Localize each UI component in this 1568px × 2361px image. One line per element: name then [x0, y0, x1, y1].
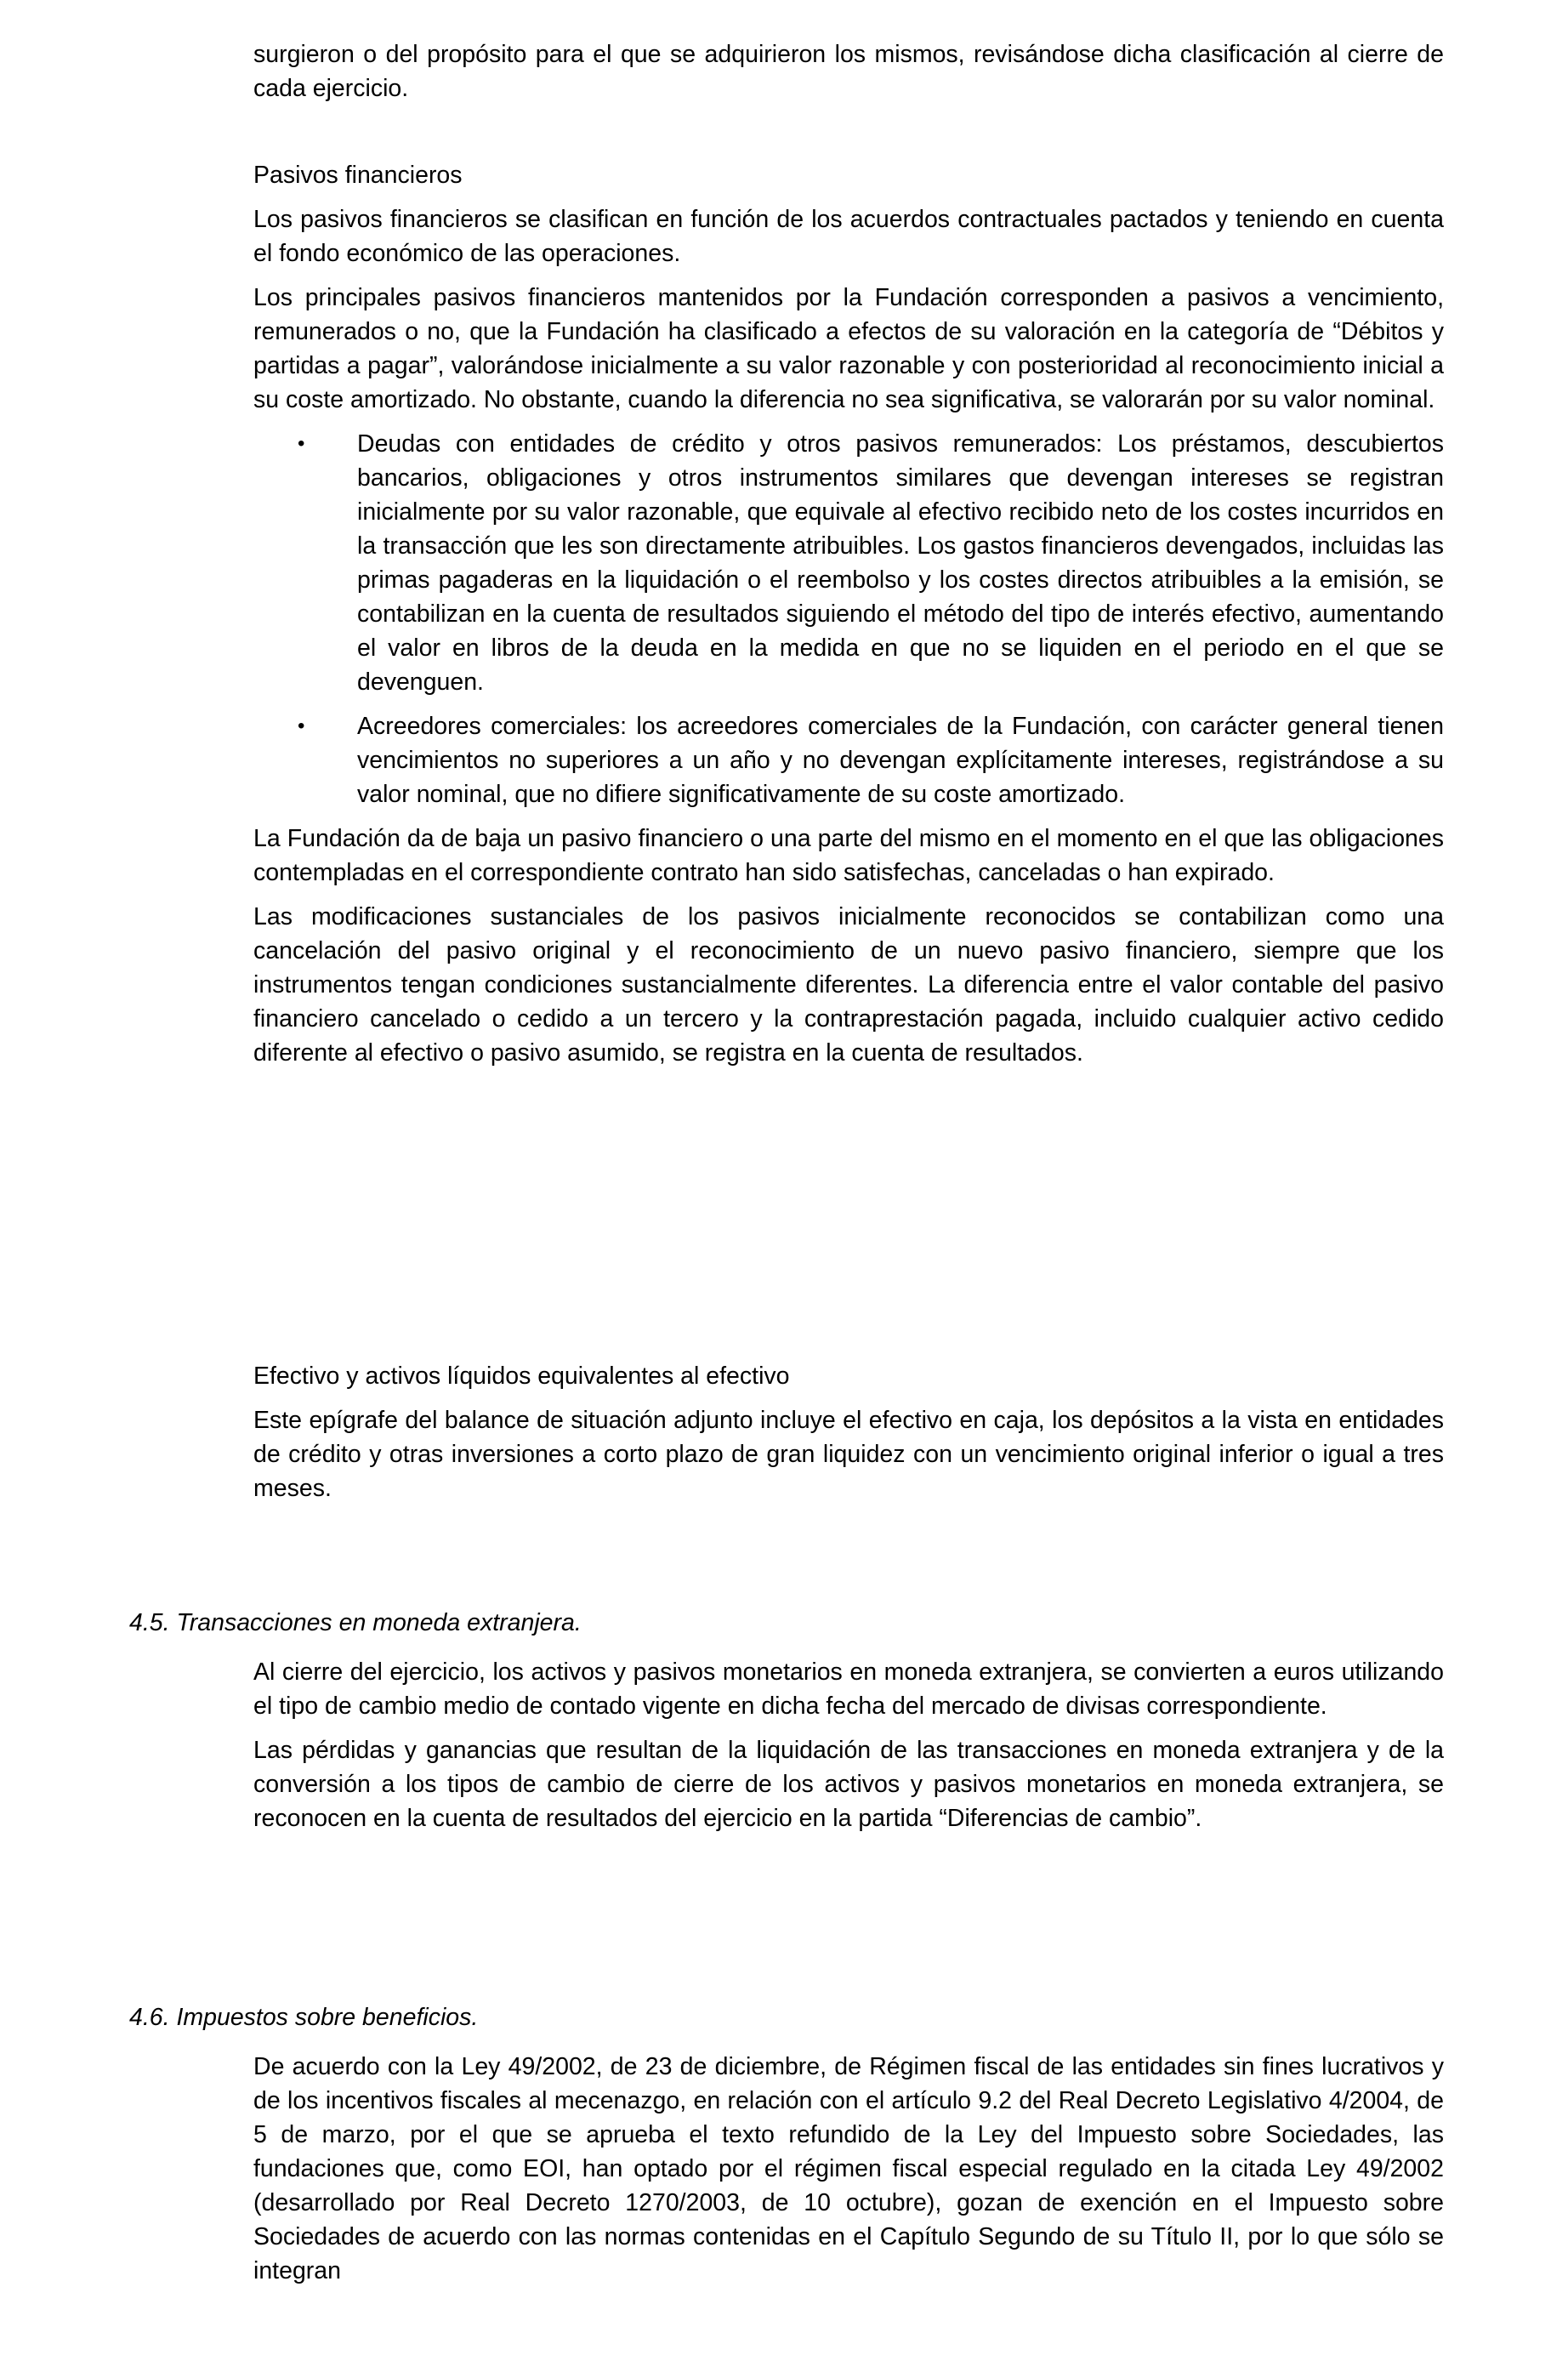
bullet-icon: •	[298, 432, 305, 455]
continuation-paragraph: surgieron o del propósito para el que se adquirieron los mismos, revisándose dicha clasificación al cierre de cada ejercicio.	[253, 41, 1444, 102]
section-4-5-heading: 4.5. Transacciones en moneda extranjera.	[129, 1609, 582, 1636]
pasivos-heading: Pasivos financieros	[253, 162, 463, 189]
list-item	[253, 427, 1444, 699]
pasivos-paragraph-2: Los principales pasivos financieros mantenidos por la Fundación corresponden a pasivos a vencimiento, remunerados o no, que la Fundación ha clasificado a efectos de su valoración en la categoría de “Débitos y partidas a pagar”, valorándose inicialmente a su valor razonable y con posterioridad al reconocimiento inicial a su coste amortizado. No obstante, cuando la diferencia no sea significativa, se valorarán por su valor nominal.	[253, 284, 1444, 413]
efectivo-heading: Efectivo y activos líquidos equivalentes al efectivo	[253, 1363, 790, 1390]
efectivo-block	[253, 1359, 1444, 1505]
section-4-6-body	[253, 2050, 1444, 2288]
modificaciones-paragraph: Las modificaciones sustanciales de los pasivos inicialmente reconocidos se contabilizan como una cancelación del pasivo original y el reconocimiento de un nuevo pasivo financiero, siempre que los instrumentos tengan condiciones sustancialmente diferentes. La diferencia entre el valor contable del pasivo financiero cancelado o cedido a un tercero y la contraprestación pagada, incluido cualquier activo cedido diferente al efectivo o pasivo asumido, se registra en la cuenta de resultados.	[253, 903, 1444, 1067]
bullet-text-acreedores: Acreedores comerciales: los acreedores comerciales de la Fundación, con carácter general tienen vencimientos no superiores a un año y no devengan explícitamente intereses, registrándose a su valor nominal, que no difiere significativamente de su coste amortizado.	[357, 713, 1444, 808]
bullet-text-deudas: Deudas con entidades de crédito y otros pasivos remunerados: Los préstamos, descubiertos bancarios, obligaciones y otros instrumentos similares que devengan intereses se registran inicialmente por su valor razonable, que equivale al efectivo recibido neto de los costes incurridos en la transacción que les son directamente atribuibles. Los gastos financieros devengados, incluidas las primas pagaderas en la liquidación o el reembolso y los costes directos atribuibles a la emisión, se contabilizan en la cuenta de resultados siguiendo el método del tipo de interés efectivo, aumentando el valor en libros de la deuda en la medida en que no se liquiden en el periodo en el que se devenguen.	[357, 430, 1444, 696]
transacciones-paragraph-1: Al cierre del ejercicio, los activos y pasivos monetarios en moneda extranjera, se convierten a euros utilizando el tipo de cambio medio de contado vigente en dicha fecha del mercado de divisas correspondiente.	[253, 1658, 1444, 1720]
pasivos-paragraph-1: Los pasivos financieros se clasifican en función de los acuerdos contractuales pactados y teniendo en cuenta el fondo económico de las operaciones.	[253, 206, 1444, 267]
bullet-icon: •	[298, 714, 305, 737]
section-4-5-body	[253, 1655, 1444, 1835]
pasivos-block	[253, 37, 1444, 1070]
baja-paragraph: La Fundación da de baja un pasivo financiero o una parte del mismo en el momento en el que las obligaciones contempladas en el correspondiente contrato han sido satisfechas, canceladas o han expirado.	[253, 825, 1444, 886]
transacciones-paragraph-2: Las pérdidas y ganancias que resultan de la liquidación de las transacciones en moneda extranjera y de la conversión a los tipos de cambio de cierre de los activos y pasivos monetarios en moneda extranjera, se reconocen en la cuenta de resultados del ejercicio en la partida “Diferencias de cambio”.	[253, 1737, 1444, 1832]
section-4-6-heading: 4.6. Impuestos sobre beneficios.	[129, 2004, 479, 2031]
impuestos-paragraph-1: De acuerdo con la Ley 49/2002, de 23 de diciembre, de Régimen fiscal de las entidades sin fines lucrativos y de los incentivos fiscales al mecenazgo, en relación con el artículo 9.2 del Real Decreto Legislativo 4/2004, de 5 de marzo, por el que se aprueba el texto refundido de la Ley del Impuesto sobre Sociedades, las fundaciones que, como EOI, han optado por el régimen fiscal especial regulado en la citada Ley 49/2002 (desarrollado por Real Decreto 1270/2003, de 10 octubre), gozan de exención en el Impuesto sobre Sociedades de acuerdo con las normas contenidas en el Capítulo Segundo de su Título II, por lo que sólo se integran	[253, 2053, 1444, 2284]
list-item	[253, 709, 1444, 811]
efectivo-paragraph: Este epígrafe del balance de situación adjunto incluye el efectivo en caja, los depósitos a la vista en entidades de crédito y otras inversiones a corto plazo de gran liquidez con un vencimiento original inferior o igual a tres meses.	[253, 1407, 1444, 1502]
pasivos-bullet-list	[253, 427, 1444, 811]
